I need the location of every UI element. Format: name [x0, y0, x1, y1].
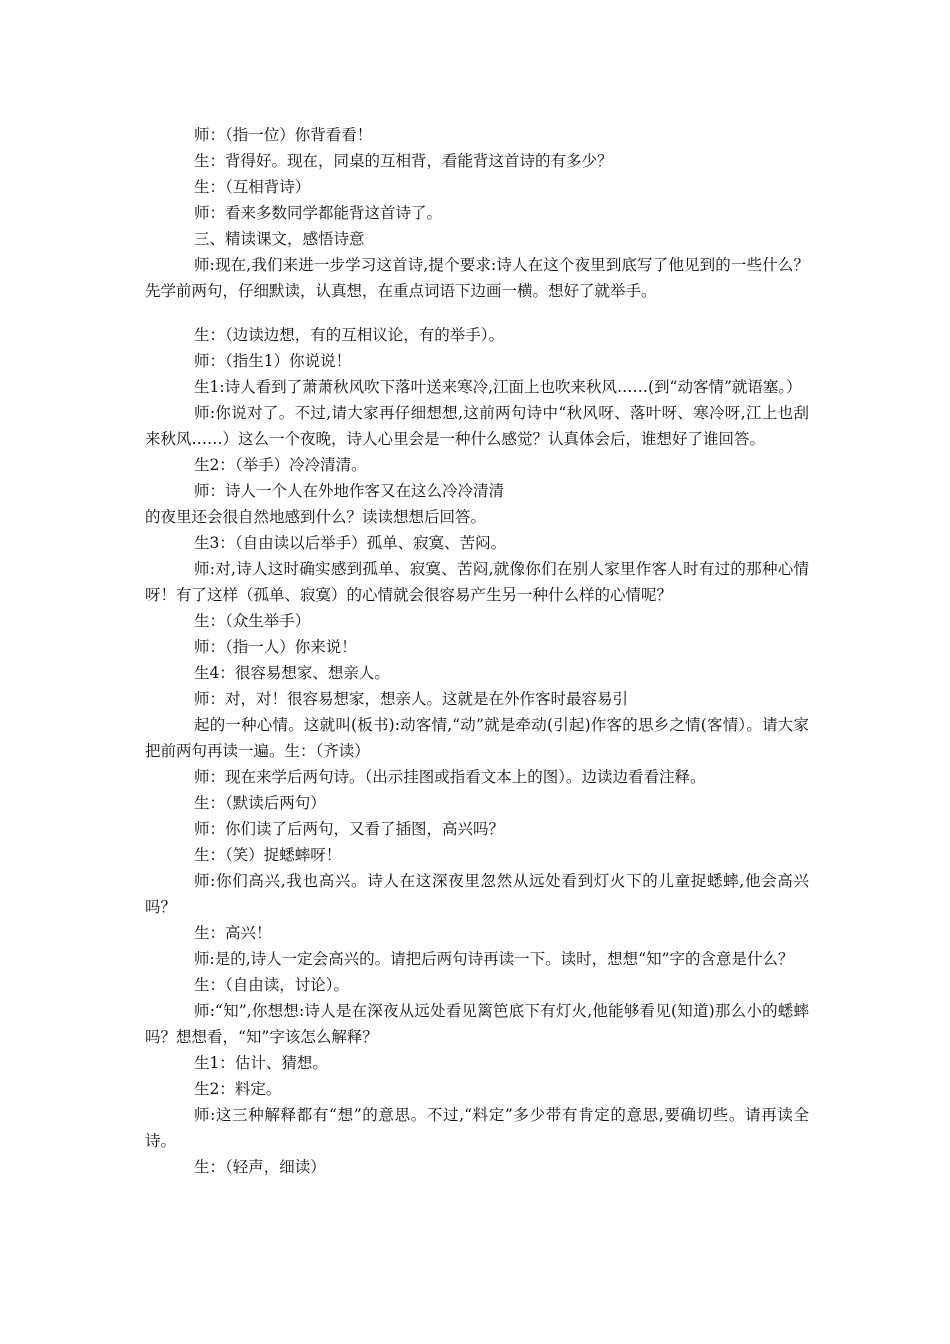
paragraph: 生2：（举手）冷冷清清。 [194, 456, 367, 474]
paragraph-gap [145, 304, 809, 322]
document-body [145, 122, 809, 1180]
paragraph: 生：（笑）捉蟋蟀呀！ [194, 846, 342, 864]
paragraph: 的夜里还会很自然地感到什么？读读想想后回答。 [145, 508, 487, 526]
paragraph: 生3：（自由读以后举手）孤单、寂寞、苦闷。 [194, 534, 507, 552]
paragraph: 师:你说对了。不过,请大家再仔细想想,这前两句诗中“秋风呀、落叶呀、寒冷呀,江上也刮来秋风……）这么一个夜晚，诗人心里会是一种什么感觉？认真体会后，谁想好了谁回答。 [145, 404, 809, 448]
paragraph: 师：（指生1）你说说！ [194, 352, 352, 370]
paragraph: 师:是的,诗人一定会高兴的。请把后两句诗再读一下。读时，想想“知”字的含意是什么？ [194, 950, 794, 968]
paragraph: 师：对，对！很容易想家，想亲人。这就是在外作客时最容易引 [194, 690, 629, 708]
paragraph: 生2：料定。 [194, 1080, 282, 1098]
paragraph: 生：（边读边想，有的互相议论，有的举手）。 [194, 326, 505, 344]
paragraph: 生：（轻声，细读） [194, 1158, 326, 1176]
paragraph: 生1：估计、猜想。 [194, 1054, 328, 1072]
paragraph: 师：（指一人）你来说！ [194, 638, 357, 656]
paragraph: 生：（互相背诗） [194, 178, 311, 196]
paragraph: 师:现在,我们来进一步学习这首诗,提个要求:诗人在这个夜里到底写了他见到的一些什么？先学前两句，仔细默读，认真想，在重点词语下边画一横。想好了就举手。 [145, 256, 809, 300]
paragraph: 师:“知”,你想想:诗人是在深夜从远处看见篱笆底下有灯火,他能够看见(知道)那么小的蟋蟀吗？想想看，“知”字该怎么解释？ [145, 1002, 809, 1046]
paragraph: 起的一种心情。这就叫(板书):动客情,“动”就是牵动(引起)作客的思乡之情(客情）。请大家把前两句再读一遍。生：（齐读） [145, 716, 809, 760]
paragraph: 生：背得好。现在，同桌的互相背，看能背这首诗的有多少？ [194, 152, 613, 170]
paragraph: 师：看来多数同学都能背这首诗了。 [194, 204, 443, 222]
paragraph: 师:你们高兴,我也高兴。诗人在这深夜里忽然从远处看到灯火下的儿童捉蟋蟀,他会高兴吗？ [145, 872, 809, 916]
paragraph: 生4：很容易想家、想亲人。 [194, 664, 390, 682]
paragraph: 三、精读课文，感悟诗意 [194, 230, 365, 248]
paragraph: 生：（默读后两句） [194, 794, 326, 812]
paragraph: 生：（众生举手） [194, 612, 311, 630]
paragraph: 师：现在来学后两句诗。（出示挂图或指看文本上的图）。边读边看看注释。 [194, 768, 706, 786]
paragraph: 生：（自由读，讨论）。 [194, 976, 350, 994]
paragraph: 师：诗人一个人在外地作客又在这么冷冷清清 [194, 482, 505, 500]
paragraph: 师:这三种解释都有“想”的意思。不过,“料定”多少带有肯定的意思,要确切些。请再读全诗。 [145, 1106, 809, 1150]
paragraph: 生：高兴！ [194, 924, 272, 942]
paragraph: 师：你们读了后两句，又看了插图，高兴吗？ [194, 820, 505, 838]
paragraph: 生1:诗人看到了萧萧秋风吹下落叶送来寒冷,江面上也吹来秋风……(到“动客情”就语塞。） [194, 378, 802, 396]
paragraph: 师：（指一位）你背看看！ [194, 126, 373, 144]
paragraph: 师:对,诗人这时确实感到孤单、寂寞、苦闷,就像你们在别人家里作客人时有过的那种心情呀！有了这样（孤单、寂寞）的心情就会很容易产生另一种什么样的心情呢？ [145, 560, 809, 604]
